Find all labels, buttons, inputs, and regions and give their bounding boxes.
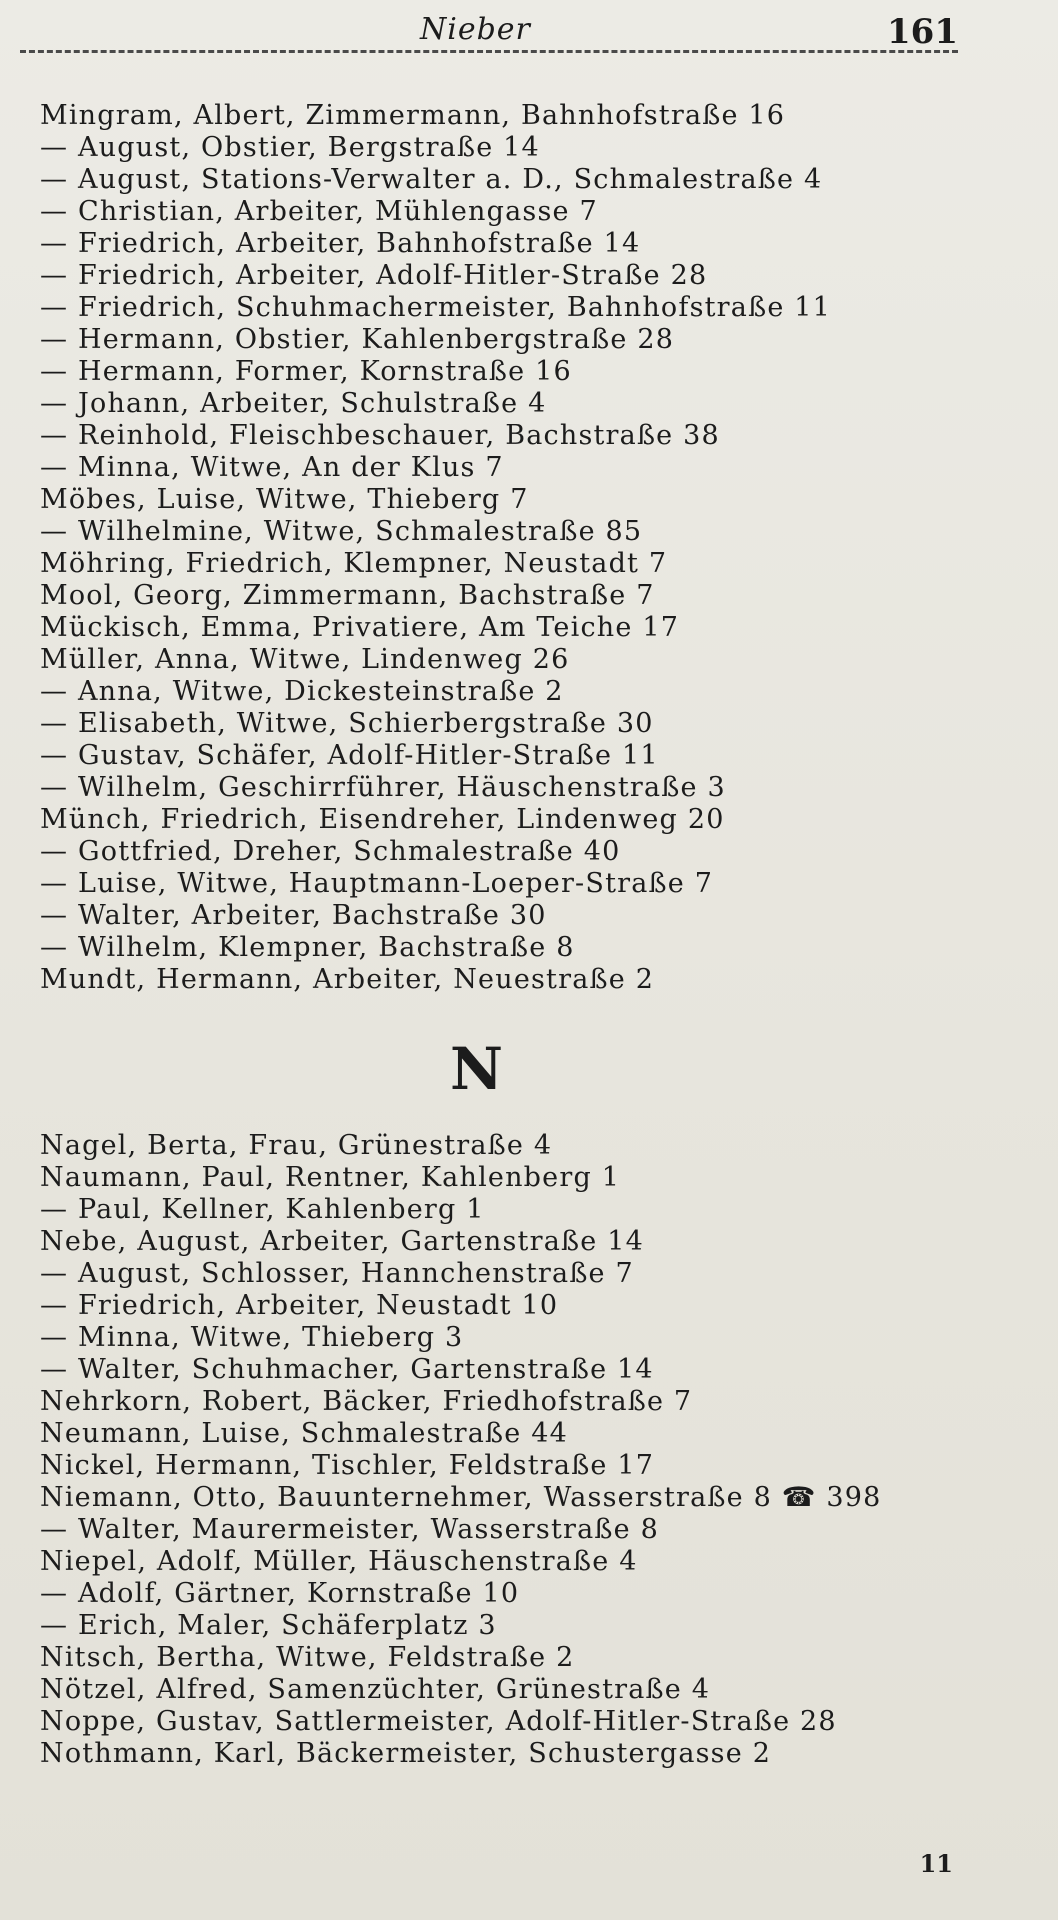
directory-entry: — Gustav, Schäfer, Adolf-Hitler-Straße 11 [40,740,659,771]
directory-entry: — Hermann, Obstier, Kahlenbergstraße 28 [40,324,675,355]
directory-entry: — Walter, Schuhmacher, Gartenstraße 14 [40,1354,654,1385]
directory-entry: — Wilhelm, Geschirrführer, Häuschenstraße 3 [40,772,726,803]
directory-entry: Nötzel, Alfred, Samenzüchter, Grünestraße 4 [40,1674,711,1705]
directory-entry: Mückisch, Emma, Privatiere, Am Teiche 17 [40,612,680,643]
directory-entry: — Elisabeth, Witwe, Schierbergstraße 30 [40,708,654,739]
directory-entry: — Adolf, Gärtner, Kornstraße 10 [40,1578,520,1609]
directory-entry: — Luise, Witwe, Hauptmann-Loeper-Straße 7 [40,868,714,899]
directory-entry: Nebe, August, Arbeiter, Gartenstraße 14 [40,1226,644,1257]
directory-entry: — Wilhelm, Klempner, Bachstraße 8 [40,932,575,963]
directory-entry: Niemann, Otto, Bauunternehmer, Wasserstraße 8 ☎ 398 [40,1482,882,1513]
directory-entry: Möbes, Luise, Witwe, Thieberg 7 [40,484,529,515]
directory-entry: Nagel, Berta, Frau, Grünestraße 4 [40,1130,553,1161]
directory-entry: — August, Obstier, Bergstraße 14 [40,132,540,163]
directory-entry: — Friedrich, Arbeiter, Bahnhofstraße 14 [40,228,641,259]
directory-entry: — Paul, Kellner, Kahlenberg 1 [40,1194,485,1225]
running-head [20,8,958,53]
section-spacer [40,996,1020,1008]
section-letter: N [450,1035,504,1103]
directory-entry: Nitsch, Bertha, Witwe, Feldstraße 2 [40,1642,575,1673]
directory-entry: Nehrkorn, Robert, Bäcker, Friedhofstraße 7 [40,1386,693,1417]
directory-entry: Münch, Friedrich, Eisendreher, Lindenweg 20 [40,804,725,835]
page-number: 161 [887,12,958,52]
directory-entry: — Wilhelmine, Witwe, Schmalestraße 85 [40,516,643,547]
directory-entry: Nothmann, Karl, Bäckermeister, Schustergasse 2 [40,1738,772,1769]
directory-entry: Neumann, Luise, Schmalestraße 44 [40,1418,568,1449]
directory-entry: — Walter, Arbeiter, Bachstraße 30 [40,900,547,931]
directory-entry: — Christian, Arbeiter, Mühlengasse 7 [40,196,598,227]
directory-entry: — Minna, Witwe, An der Klus 7 [40,452,504,483]
directory-entry: Möhring, Friedrich, Klempner, Neustadt 7 [40,548,668,579]
directory-entry: — Hermann, Former, Kornstraße 16 [40,356,572,387]
directory-entry: Mool, Georg, Zimmermann, Bachstraße 7 [40,580,655,611]
directory-entry: — Walter, Maurermeister, Wasserstraße 8 [40,1514,659,1545]
directory-entry: — Minna, Witwe, Thieberg 3 [40,1322,464,1353]
directory-entry: Mingram, Albert, Zimmermann, Bahnhofstraße 16 [40,100,786,131]
directory-entry: — August, Schlosser, Hannchenstraße 7 [40,1258,634,1289]
directory-entry: — August, Stations-Verwalter a. D., Schmalestraße 4 [40,164,823,195]
directory-entry: — Reinhold, Fleischbeschauer, Bachstraße 38 [40,420,720,451]
directory-entry: — Friedrich, Arbeiter, Adolf-Hitler-Straße 28 [40,260,708,291]
directory-entry: Noppe, Gustav, Sattlermeister, Adolf-Hitler-Straße 28 [40,1706,837,1737]
directory-entry: — Friedrich, Schuhmachermeister, Bahnhofstraße 11 [40,292,832,323]
directory-entry: Müller, Anna, Witwe, Lindenweg 26 [40,644,570,675]
directory-entry: Mundt, Hermann, Arbeiter, Neuestraße 2 [40,964,655,995]
directory-entry: — Friedrich, Arbeiter, Neustadt 10 [40,1290,559,1321]
directory-entry: — Gottfried, Dreher, Schmalestraße 40 [40,836,621,867]
directory-entry-list [40,100,1020,1770]
footer-signature-mark: 11 [919,1849,953,1878]
directory-entry: — Anna, Witwe, Dickesteinstraße 2 [40,676,564,707]
header-word: Nieber [420,12,531,47]
directory-entry: Nickel, Hermann, Tischler, Feldstraße 17 [40,1450,655,1481]
directory-entry: — Erich, Maler, Schäferplatz 3 [40,1610,497,1641]
directory-entry: — Johann, Arbeiter, Schulstraße 4 [40,388,547,419]
directory-entry: Naumann, Paul, Rentner, Kahlenberg 1 [40,1162,621,1193]
directory-entry: Niepel, Adolf, Müller, Häuschenstraße 4 [40,1546,638,1577]
